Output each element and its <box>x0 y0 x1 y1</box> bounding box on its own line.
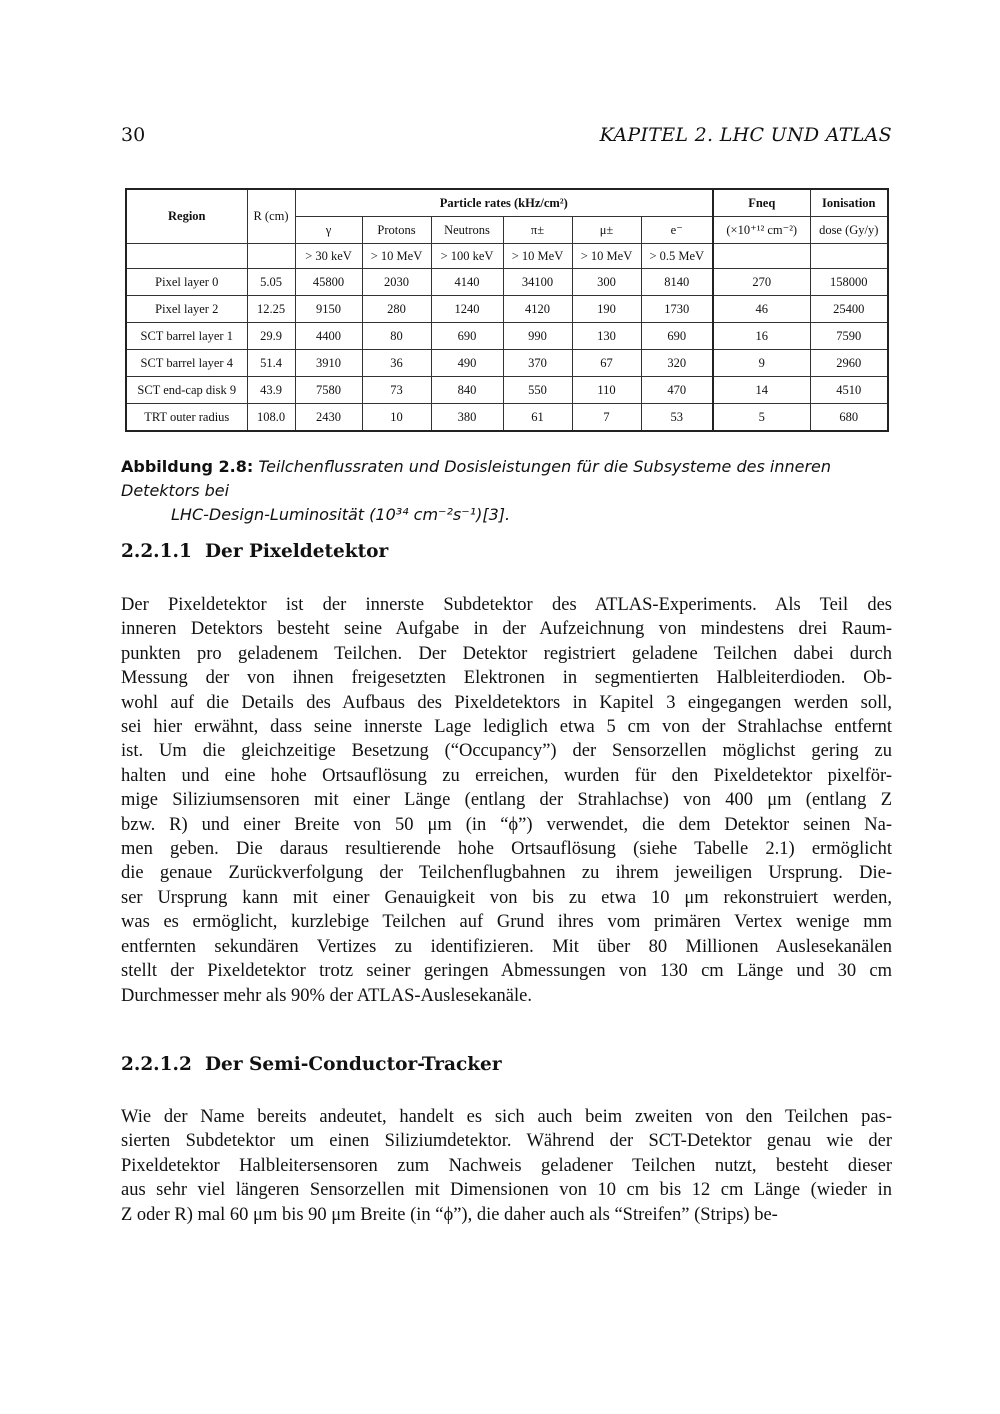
text-line: halten und eine hohe Ortsauflösung zu erreichen, wurden für den Pixeldetektor pixelför- <box>121 765 892 786</box>
value-cell: 2430 <box>295 404 362 432</box>
text-line: was es ermöglicht, kurzlebige Teilchen auf Grund ihres vom primären Vertex wenige mm <box>121 912 892 933</box>
threshold-cell: > 10 MeV <box>572 244 641 269</box>
value-cell: 158000 <box>810 269 888 296</box>
value-cell: 16 <box>713 323 810 350</box>
text-line: Messung der von ihnen freigesetzten Elektronen in segmentierten Halbleiterdioden. Ob- <box>121 668 892 689</box>
value-cell: 7580 <box>295 377 362 404</box>
value-cell: 61 <box>503 404 572 432</box>
value-cell: 130 <box>572 323 641 350</box>
r-header: R (cm) <box>247 189 295 244</box>
value-cell: 320 <box>641 350 713 377</box>
value-cell: 2030 <box>362 269 431 296</box>
value-cell: 370 <box>503 350 572 377</box>
value-cell: 7 <box>572 404 641 432</box>
value-cell: 3910 <box>295 350 362 377</box>
value-cell: 45800 <box>295 269 362 296</box>
section-title: Der Semi-Conductor-Tracker <box>205 1054 502 1075</box>
particle-header: μ± <box>572 217 641 244</box>
empty-cell <box>810 244 888 269</box>
table-row <box>126 350 888 377</box>
text-line: Wie der Name bereits andeutet, handelt es sich auch beim zweiten von den Teilchen pas- <box>121 1107 892 1127</box>
region-cell: TRT outer radius <box>126 404 247 432</box>
particle-header: e⁻ <box>641 217 713 244</box>
text-line: punkten pro geladenem Teilchen. Der Detektor registriert geladene Teilchen dabei durch <box>121 643 892 664</box>
region-header: Region <box>126 189 247 244</box>
value-cell: 2960 <box>810 350 888 377</box>
region-cell: SCT barrel layer 4 <box>126 350 247 377</box>
value-cell: 1730 <box>641 296 713 323</box>
value-cell: 8140 <box>641 269 713 296</box>
section-heading-pixeldetektor <box>121 541 388 562</box>
caption-text-line1: Teilchenflussraten und Dosisleistungen für die Subsysteme des inneren Detektors bei <box>121 457 832 500</box>
threshold-cell: > 10 MeV <box>503 244 572 269</box>
text-line: stellt der Pixeldetektor trotz seiner geringen Abmessungen von 130 cm Länge und 30 cm <box>121 961 892 982</box>
threshold-cell: > 0.5 MeV <box>641 244 713 269</box>
text-line: Der Pixeldetektor ist der innerste Subdetektor des ATLAS-Experiments. Als Teil des <box>121 595 892 615</box>
value-cell: 680 <box>810 404 888 432</box>
value-cell: 5.05 <box>247 269 295 296</box>
empty-cell <box>126 244 247 269</box>
particle-rates-table <box>125 188 889 432</box>
particle-header: Protons <box>362 217 431 244</box>
table-body <box>126 269 888 432</box>
paragraph-sct <box>121 1105 892 1227</box>
value-cell: 990 <box>503 323 572 350</box>
value-cell: 108.0 <box>247 404 295 432</box>
value-cell: 380 <box>431 404 503 432</box>
particle-rates-group-header: Particle rates (kHz/cm²) <box>295 189 713 217</box>
text-line: bzw. R) und einer Breite von 50 μm (in “ϕ”) verwendet, die dem Detektor seinen Na- <box>121 814 892 835</box>
value-cell: 25400 <box>810 296 888 323</box>
text-line: sierten Subdetektor um einen Siliziumdetektor. Während der SCT-Detektor genau wie der <box>121 1131 892 1152</box>
region-cell: Pixel layer 0 <box>126 269 247 296</box>
value-cell: 470 <box>641 377 713 404</box>
value-cell: 4120 <box>503 296 572 323</box>
paragraph-pixeldetektor <box>121 593 892 1008</box>
value-cell: 67 <box>572 350 641 377</box>
section-number: 2.2.1.2 <box>121 1054 192 1075</box>
value-cell: 36 <box>362 350 431 377</box>
value-cell: 110 <box>572 377 641 404</box>
threshold-cell: > 100 keV <box>431 244 503 269</box>
text-line: men geben. Die daraus resultierende hohe Ortsauflösung (siehe Tabelle 2.1) ermöglicht <box>121 839 892 860</box>
text-line: inneren Detektors besteht seine Aufgabe in der Aufzeichnung von mindestens drei Raum- <box>121 619 892 640</box>
value-cell: 80 <box>362 323 431 350</box>
region-cell: SCT end-cap disk 9 <box>126 377 247 404</box>
value-cell: 10 <box>362 404 431 432</box>
value-cell: 840 <box>431 377 503 404</box>
table-row <box>126 377 888 404</box>
table-row <box>126 404 888 432</box>
value-cell: 190 <box>572 296 641 323</box>
text-line: mige Siliziumsensoren mit einer Länge (entlang der Strahlachse) von 400 μm (entlang Z <box>121 790 892 811</box>
value-cell: 4400 <box>295 323 362 350</box>
page-number: 30 <box>121 124 146 146</box>
particle-header: γ <box>295 217 362 244</box>
value-cell: 5 <box>713 404 810 432</box>
text-line: ser Ursprung kann mit einer Genauigkeit von bis zu etwa 10 μm rekonstruiert werden, <box>121 887 892 908</box>
value-cell: 4510 <box>810 377 888 404</box>
value-cell: 14 <box>713 377 810 404</box>
ionisation-unit: dose (Gy/y) <box>810 217 888 244</box>
value-cell: 46 <box>713 296 810 323</box>
table-row <box>126 269 888 296</box>
threshold-cell: > 10 MeV <box>362 244 431 269</box>
value-cell: 280 <box>362 296 431 323</box>
section-number: 2.2.1.1 <box>121 541 192 562</box>
value-cell: 690 <box>431 323 503 350</box>
value-cell: 550 <box>503 377 572 404</box>
value-cell: 12.25 <box>247 296 295 323</box>
value-cell: 34100 <box>503 269 572 296</box>
value-cell: 73 <box>362 377 431 404</box>
empty-cell <box>713 244 810 269</box>
ionisation-header: Ionisation <box>810 189 888 217</box>
caption-label: Abbildung 2.8: <box>121 457 254 476</box>
value-cell: 53 <box>641 404 713 432</box>
running-head: KAPITEL 2. LHC UND ATLAS <box>599 124 892 146</box>
value-cell: 51.4 <box>247 350 295 377</box>
particle-header: Neutrons <box>431 217 503 244</box>
table-row <box>126 296 888 323</box>
particle-header: π± <box>503 217 572 244</box>
value-cell: 43.9 <box>247 377 295 404</box>
fneq-header: Fneq <box>713 189 810 217</box>
threshold-cell: > 30 keV <box>295 244 362 269</box>
text-line: die genaue Zurückverfolgung der Teilchenflugbahnen zu ihrem jeweiligen Ursprung. Die- <box>121 863 892 884</box>
text-line: ist. Um die gleichzeitige Besetzung (“Occupancy”) der Sensorzellen möglichst gering zu <box>121 741 892 762</box>
table-row <box>126 323 888 350</box>
text-line: wohl auf die Details des Aufbaus des Pixeldetektors in Kapitel 3 eingegangen werden soll, <box>121 692 892 713</box>
text-line: Z oder R) mal 60 μm bis 90 μm Breite (in “ϕ”), die daher auch als “Streifen” (Strips) be- <box>121 1204 778 1225</box>
value-cell: 4140 <box>431 269 503 296</box>
value-cell: 9150 <box>295 296 362 323</box>
text-line: Pixeldetektor Halbleitersensoren zum Nachweis geladener Teilchen nutzt, besteht dieser <box>121 1155 892 1176</box>
region-cell: Pixel layer 2 <box>126 296 247 323</box>
figure-caption <box>121 455 893 527</box>
region-cell: SCT barrel layer 1 <box>126 323 247 350</box>
value-cell: 490 <box>431 350 503 377</box>
text-line: sei hier erwähnt, dass seine innerste Lage lediglich etwa 5 cm von der Strahlachse entfernt <box>121 717 892 738</box>
empty-cell <box>247 244 295 269</box>
value-cell: 1240 <box>431 296 503 323</box>
section-heading-sct <box>121 1054 502 1075</box>
caption-text-line2: LHC-Design-Luminosität (10³⁴ cm⁻²s⁻¹)[3]. <box>171 505 511 524</box>
value-cell: 7590 <box>810 323 888 350</box>
value-cell: 9 <box>713 350 810 377</box>
text-line: Durchmesser mehr als 90% der ATLAS-Auslesekanäle. <box>121 985 532 1006</box>
text-line: entfernten sekundären Vertizes zu identifizieren. Mit über 80 Millionen Auslesekanälen <box>121 936 892 957</box>
value-cell: 270 <box>713 269 810 296</box>
value-cell: 300 <box>572 269 641 296</box>
value-cell: 29.9 <box>247 323 295 350</box>
text-line: aus sehr viel längeren Sensorzellen mit Dimensionen von 10 cm bis 12 cm Länge (wieder in <box>121 1180 892 1201</box>
value-cell: 690 <box>641 323 713 350</box>
section-title: Der Pixeldetektor <box>205 541 389 562</box>
fneq-unit: (×10⁺¹² cm⁻²) <box>713 217 810 244</box>
